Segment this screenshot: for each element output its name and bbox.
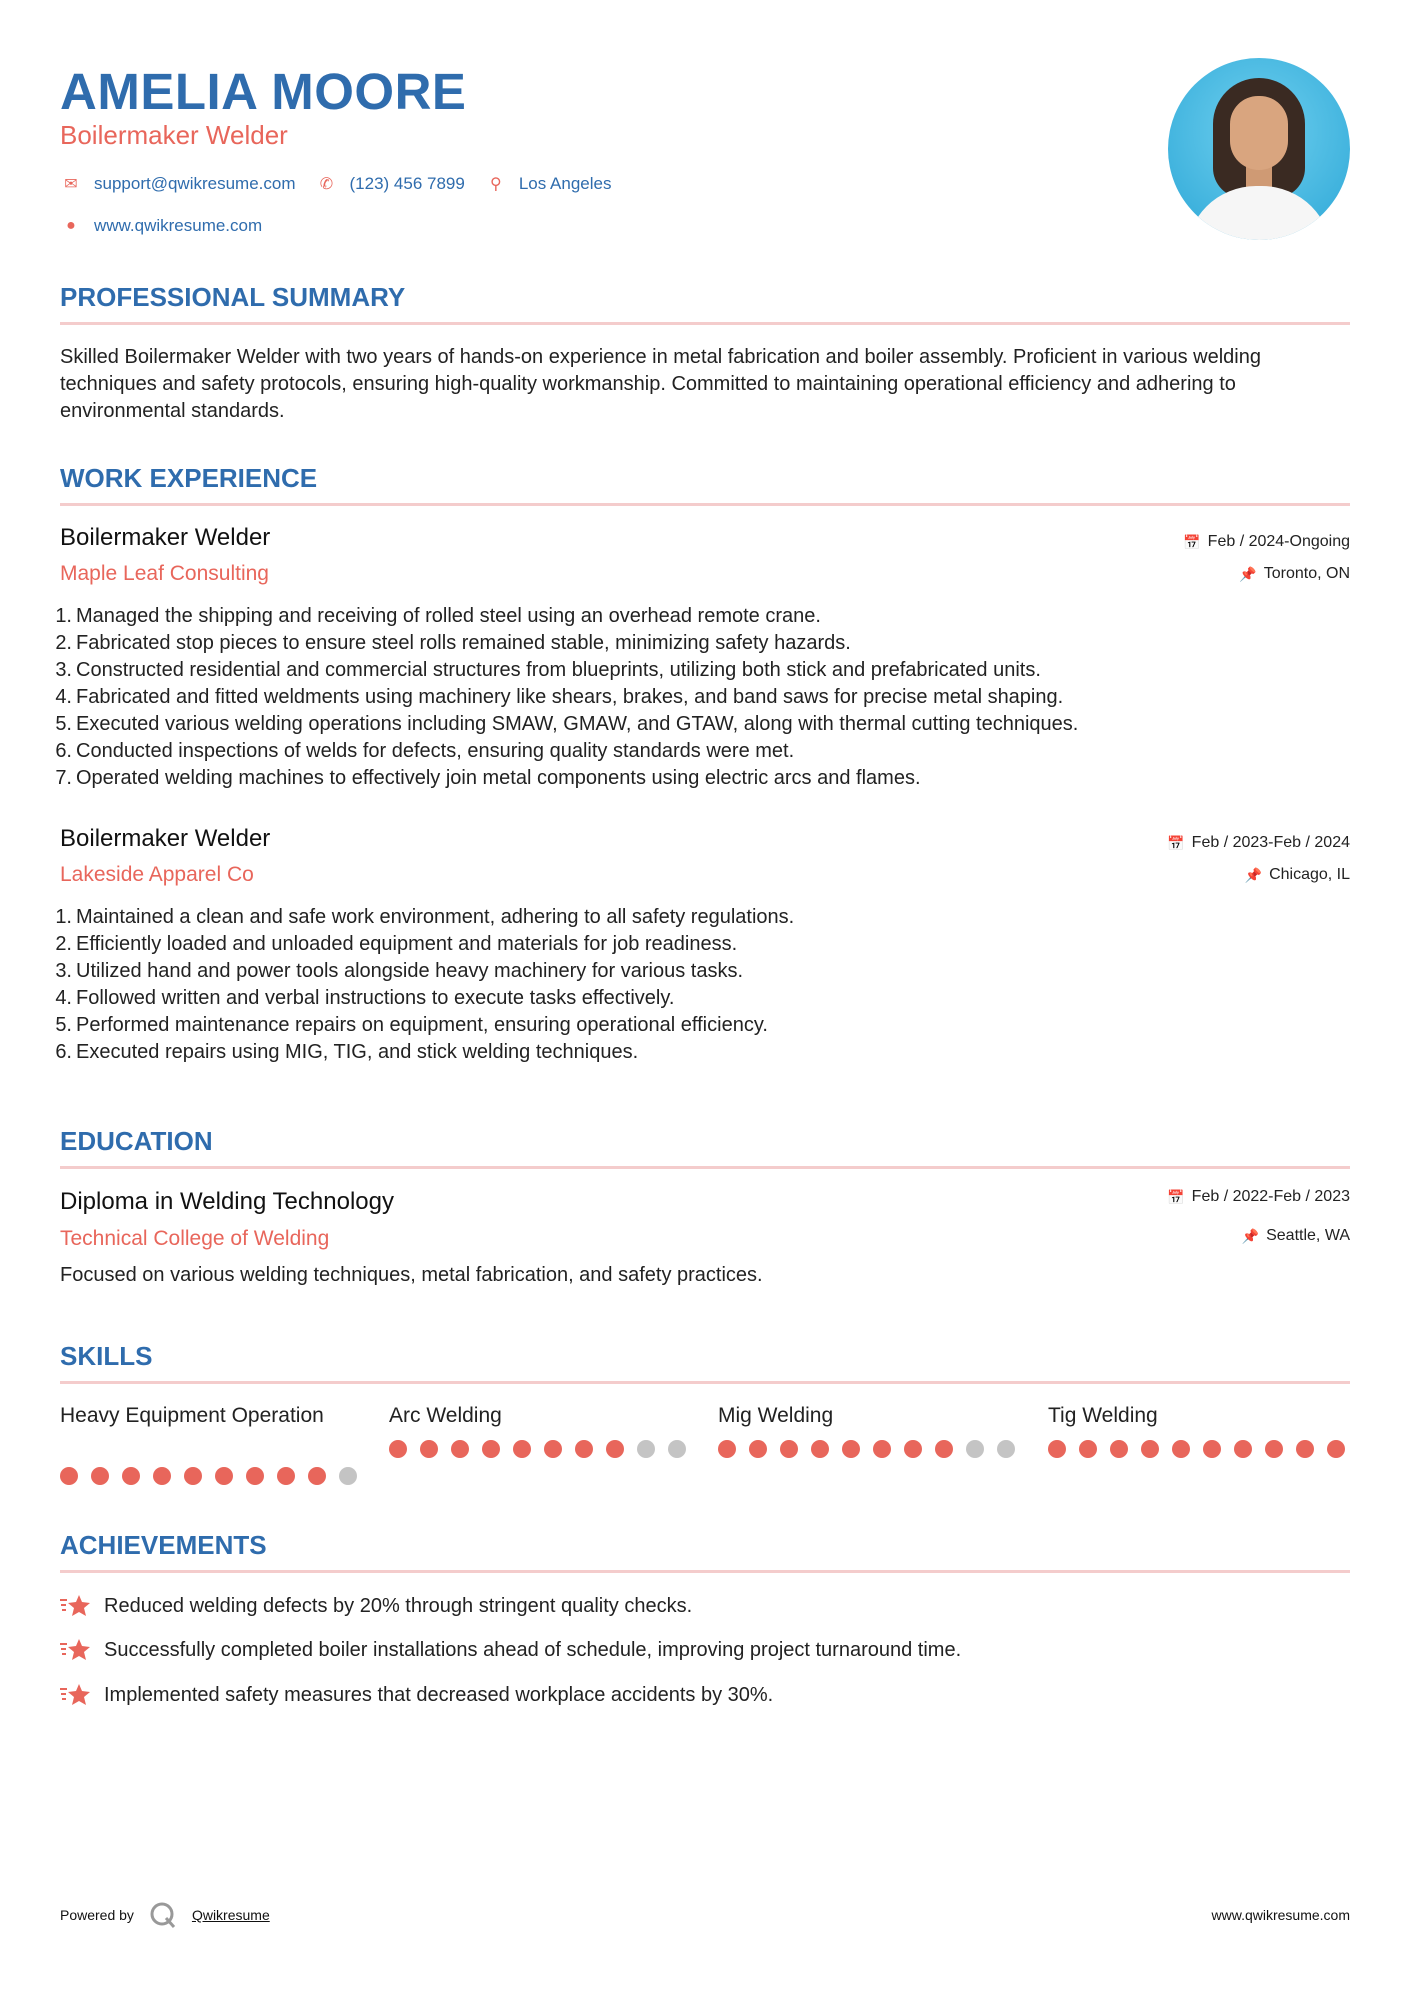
- globe-icon: ●: [66, 217, 76, 234]
- section-divider: [60, 1166, 1350, 1169]
- education-description: Focused on various welding techniques, metal fabrication, and safety practices.: [60, 1264, 763, 1286]
- rating-dot-filled: [1327, 1440, 1345, 1458]
- rating-dot-filled: [606, 1440, 624, 1458]
- skill-item: [60, 1402, 350, 1429]
- powered-by-label: Powered by: [60, 1907, 134, 1923]
- envelope-icon: ✉: [64, 176, 78, 193]
- rating-dot-filled: [246, 1467, 264, 1485]
- phone-text: (123) 456 7899: [349, 174, 465, 193]
- candidate-title: Boilermaker Welder: [60, 120, 288, 150]
- rating-dot-filled: [184, 1467, 202, 1485]
- rating-dot-filled: [904, 1440, 922, 1458]
- list-item: 4. Followed written and verbal instructions to execute tasks effectively.: [55, 987, 675, 1009]
- list-item: 5. Executed various welding operations including SMAW, GMAW, and GTAW, along with thermal cutting techniques.: [55, 713, 1079, 735]
- list-item: 2. Fabricated stop pieces to ensure steel rolls remained stable, minimizing safety hazards.: [55, 632, 851, 654]
- list-item: 6. Executed repairs using MIG, TIG, and stick welding techniques.: [55, 1041, 639, 1063]
- job-dates-text: Feb / 2023-Feb / 2024: [1191, 834, 1350, 851]
- qwikresume-link[interactable]: Qwikresume: [191, 1907, 270, 1923]
- summary-text: Skilled Boilermaker Welder with two years of hands-on experience in metal fabrication and boiler assembly. Proficient in various welding techniques and safety protocols, ensuring high-quality workmanship. Committed to maintaining operational efficiency and adhering to environmental standards.: [60, 346, 1261, 422]
- contact-row: [60, 174, 631, 194]
- school-name: Technical College of Welding: [60, 1227, 330, 1250]
- job-bullets: [55, 904, 1350, 1066]
- company-name: Lakeside Apparel Co: [60, 863, 254, 886]
- location-text: Los Angeles: [518, 174, 612, 193]
- pushpin-icon: 📌: [1241, 1227, 1260, 1244]
- list-item: 5. Performed maintenance repairs on equipment, ensuring operational efficiency.: [55, 1014, 768, 1036]
- website-link[interactable]: www.qwikresume.com: [94, 216, 263, 235]
- skill-item: [1048, 1402, 1348, 1429]
- rating-dot-filled: [277, 1467, 295, 1485]
- star-icon: [60, 1592, 92, 1620]
- job-location: [1245, 866, 1350, 884]
- degree-title: Diploma in Welding Technology: [60, 1188, 394, 1215]
- education-dates-text: Feb / 2022-Feb / 2023: [1191, 1188, 1350, 1205]
- rating-dot-filled: [1172, 1440, 1190, 1458]
- rating-dot-empty: [997, 1440, 1015, 1458]
- achievement-item: [60, 1592, 692, 1620]
- qwikresume-logo-icon: [148, 1900, 178, 1930]
- rating-dot-filled: [389, 1440, 407, 1458]
- list-item: 1. Managed the shipping and receiving of rolled steel using an overhead remote crane.: [55, 605, 821, 627]
- profile-photo: [1168, 58, 1350, 240]
- rating-dot-empty: [966, 1440, 984, 1458]
- rating-dot-filled: [482, 1440, 500, 1458]
- company-name: Maple Leaf Consulting: [60, 562, 269, 585]
- candidate-name: AMELIA MOORE: [60, 63, 467, 120]
- section-divider: [60, 322, 1350, 325]
- footer-powered-by: [60, 1900, 270, 1930]
- rating-dot-filled: [718, 1440, 736, 1458]
- skill-name: Mig Welding: [718, 1404, 834, 1427]
- rating-dot-filled: [1079, 1440, 1097, 1458]
- phone-icon: ✆: [319, 176, 334, 193]
- resume-page: [55, 0, 1350, 1990]
- section-divider: [60, 1570, 1350, 1573]
- rating-dot-filled: [420, 1440, 438, 1458]
- rating-dot-filled: [842, 1440, 860, 1458]
- rating-dot-filled: [811, 1440, 829, 1458]
- rating-dot-filled: [544, 1440, 562, 1458]
- list-item: 1. Maintained a clean and safe work environment, adhering to all safety regulations.: [55, 906, 795, 928]
- skill-name: Arc Welding: [389, 1404, 502, 1427]
- calendar-icon: 📅: [1183, 533, 1201, 550]
- skill-name: Tig Welding: [1048, 1404, 1158, 1427]
- calendar-icon: 📅: [1167, 834, 1185, 851]
- skill-rating: [60, 1467, 370, 1485]
- rating-dot-filled: [935, 1440, 953, 1458]
- rating-dot-filled: [1048, 1440, 1066, 1458]
- rating-dot-filled: [1110, 1440, 1128, 1458]
- job-location: [1239, 565, 1350, 583]
- skill-rating: [1048, 1440, 1358, 1458]
- star-icon: [60, 1681, 92, 1709]
- rating-dot-filled: [308, 1467, 326, 1485]
- rating-dot-filled: [513, 1440, 531, 1458]
- star-icon: [60, 1636, 92, 1664]
- website-row: [60, 216, 282, 236]
- pushpin-icon: 📌: [1239, 565, 1257, 582]
- summary-heading: PROFESSIONAL SUMMARY: [60, 282, 406, 312]
- achievement-item: [60, 1681, 773, 1709]
- rating-dot-filled: [215, 1467, 233, 1485]
- pushpin-icon: 📌: [1244, 866, 1263, 883]
- job-bullets: [55, 603, 1350, 792]
- education-location-text: Seattle, WA: [1266, 1227, 1350, 1244]
- job-location-text: Toronto, ON: [1263, 565, 1350, 582]
- rating-dot-filled: [749, 1440, 767, 1458]
- job-dates-text: Feb / 2024-Ongoing: [1207, 533, 1350, 550]
- footer-website[interactable]: www.qwikresume.com: [1211, 1907, 1350, 1923]
- rating-dot-filled: [451, 1440, 469, 1458]
- rating-dot-filled: [1141, 1440, 1159, 1458]
- rating-dot-empty: [668, 1440, 686, 1458]
- rating-dot-filled: [873, 1440, 891, 1458]
- achievement-item: [60, 1636, 961, 1664]
- job-location-text: Chicago, IL: [1269, 866, 1350, 883]
- map-pin-icon: ⚲: [489, 176, 502, 193]
- list-item: 2. Efficiently loaded and unloaded equipment and materials for job readiness.: [55, 933, 738, 955]
- job-title: Boilermaker Welder: [60, 524, 271, 551]
- education-heading: EDUCATION: [60, 1126, 213, 1156]
- skill-item: [389, 1402, 689, 1429]
- skill-name: Heavy Equipment Operation: [60, 1404, 324, 1427]
- rating-dot-filled: [780, 1440, 798, 1458]
- achievement-text: Reduced welding defects by 20% through stringent quality checks.: [104, 1594, 693, 1617]
- achievement-text: Successfully completed boiler installations ahead of schedule, improving project turnaround time.: [104, 1638, 962, 1661]
- job-dates: [1167, 834, 1350, 852]
- rating-dot-filled: [1296, 1440, 1314, 1458]
- rating-dot-empty: [637, 1440, 655, 1458]
- rating-dot-empty: [339, 1467, 357, 1485]
- list-item: 6. Conducted inspections of welds for defects, ensuring quality standards were met.: [55, 740, 795, 762]
- rating-dot-filled: [60, 1467, 78, 1485]
- section-divider: [60, 503, 1350, 506]
- experience-heading: WORK EXPERIENCE: [60, 463, 318, 493]
- email-link[interactable]: support@qwikresume.com: [94, 174, 296, 193]
- rating-dot-filled: [91, 1467, 109, 1485]
- list-item: 4. Fabricated and fitted weldments using machinery like shears, brakes, and band saws for precise metal shaping.: [55, 686, 1064, 708]
- rating-dot-filled: [575, 1440, 593, 1458]
- rating-dot-filled: [122, 1467, 140, 1485]
- job-dates: [1183, 533, 1350, 551]
- achievement-text: Implemented safety measures that decreased workplace accidents by 30%.: [104, 1683, 774, 1706]
- rating-dot-filled: [1203, 1440, 1221, 1458]
- job-title: Boilermaker Welder: [60, 825, 271, 852]
- education-location: [1242, 1227, 1350, 1245]
- skill-rating: [718, 1440, 1028, 1458]
- rating-dot-filled: [1234, 1440, 1252, 1458]
- education-dates: [1167, 1188, 1350, 1206]
- calendar-icon: 📅: [1167, 1188, 1185, 1205]
- section-divider: [60, 1381, 1350, 1384]
- list-item: 7. Operated welding machines to effectively join metal components using electric arcs and flames.: [55, 767, 921, 789]
- rating-dot-filled: [1265, 1440, 1283, 1458]
- rating-dot-filled: [153, 1467, 171, 1485]
- achievements-heading: ACHIEVEMENTS: [60, 1530, 267, 1560]
- skills-heading: SKILLS: [60, 1341, 153, 1371]
- list-item: 3. Constructed residential and commercial structures from blueprints, utilizing both stick and prefabricated units.: [55, 659, 1041, 681]
- list-item: 3. Utilized hand and power tools alongside heavy machinery for various tasks.: [55, 960, 744, 982]
- skill-item: [718, 1402, 1018, 1429]
- skill-rating: [389, 1440, 699, 1458]
